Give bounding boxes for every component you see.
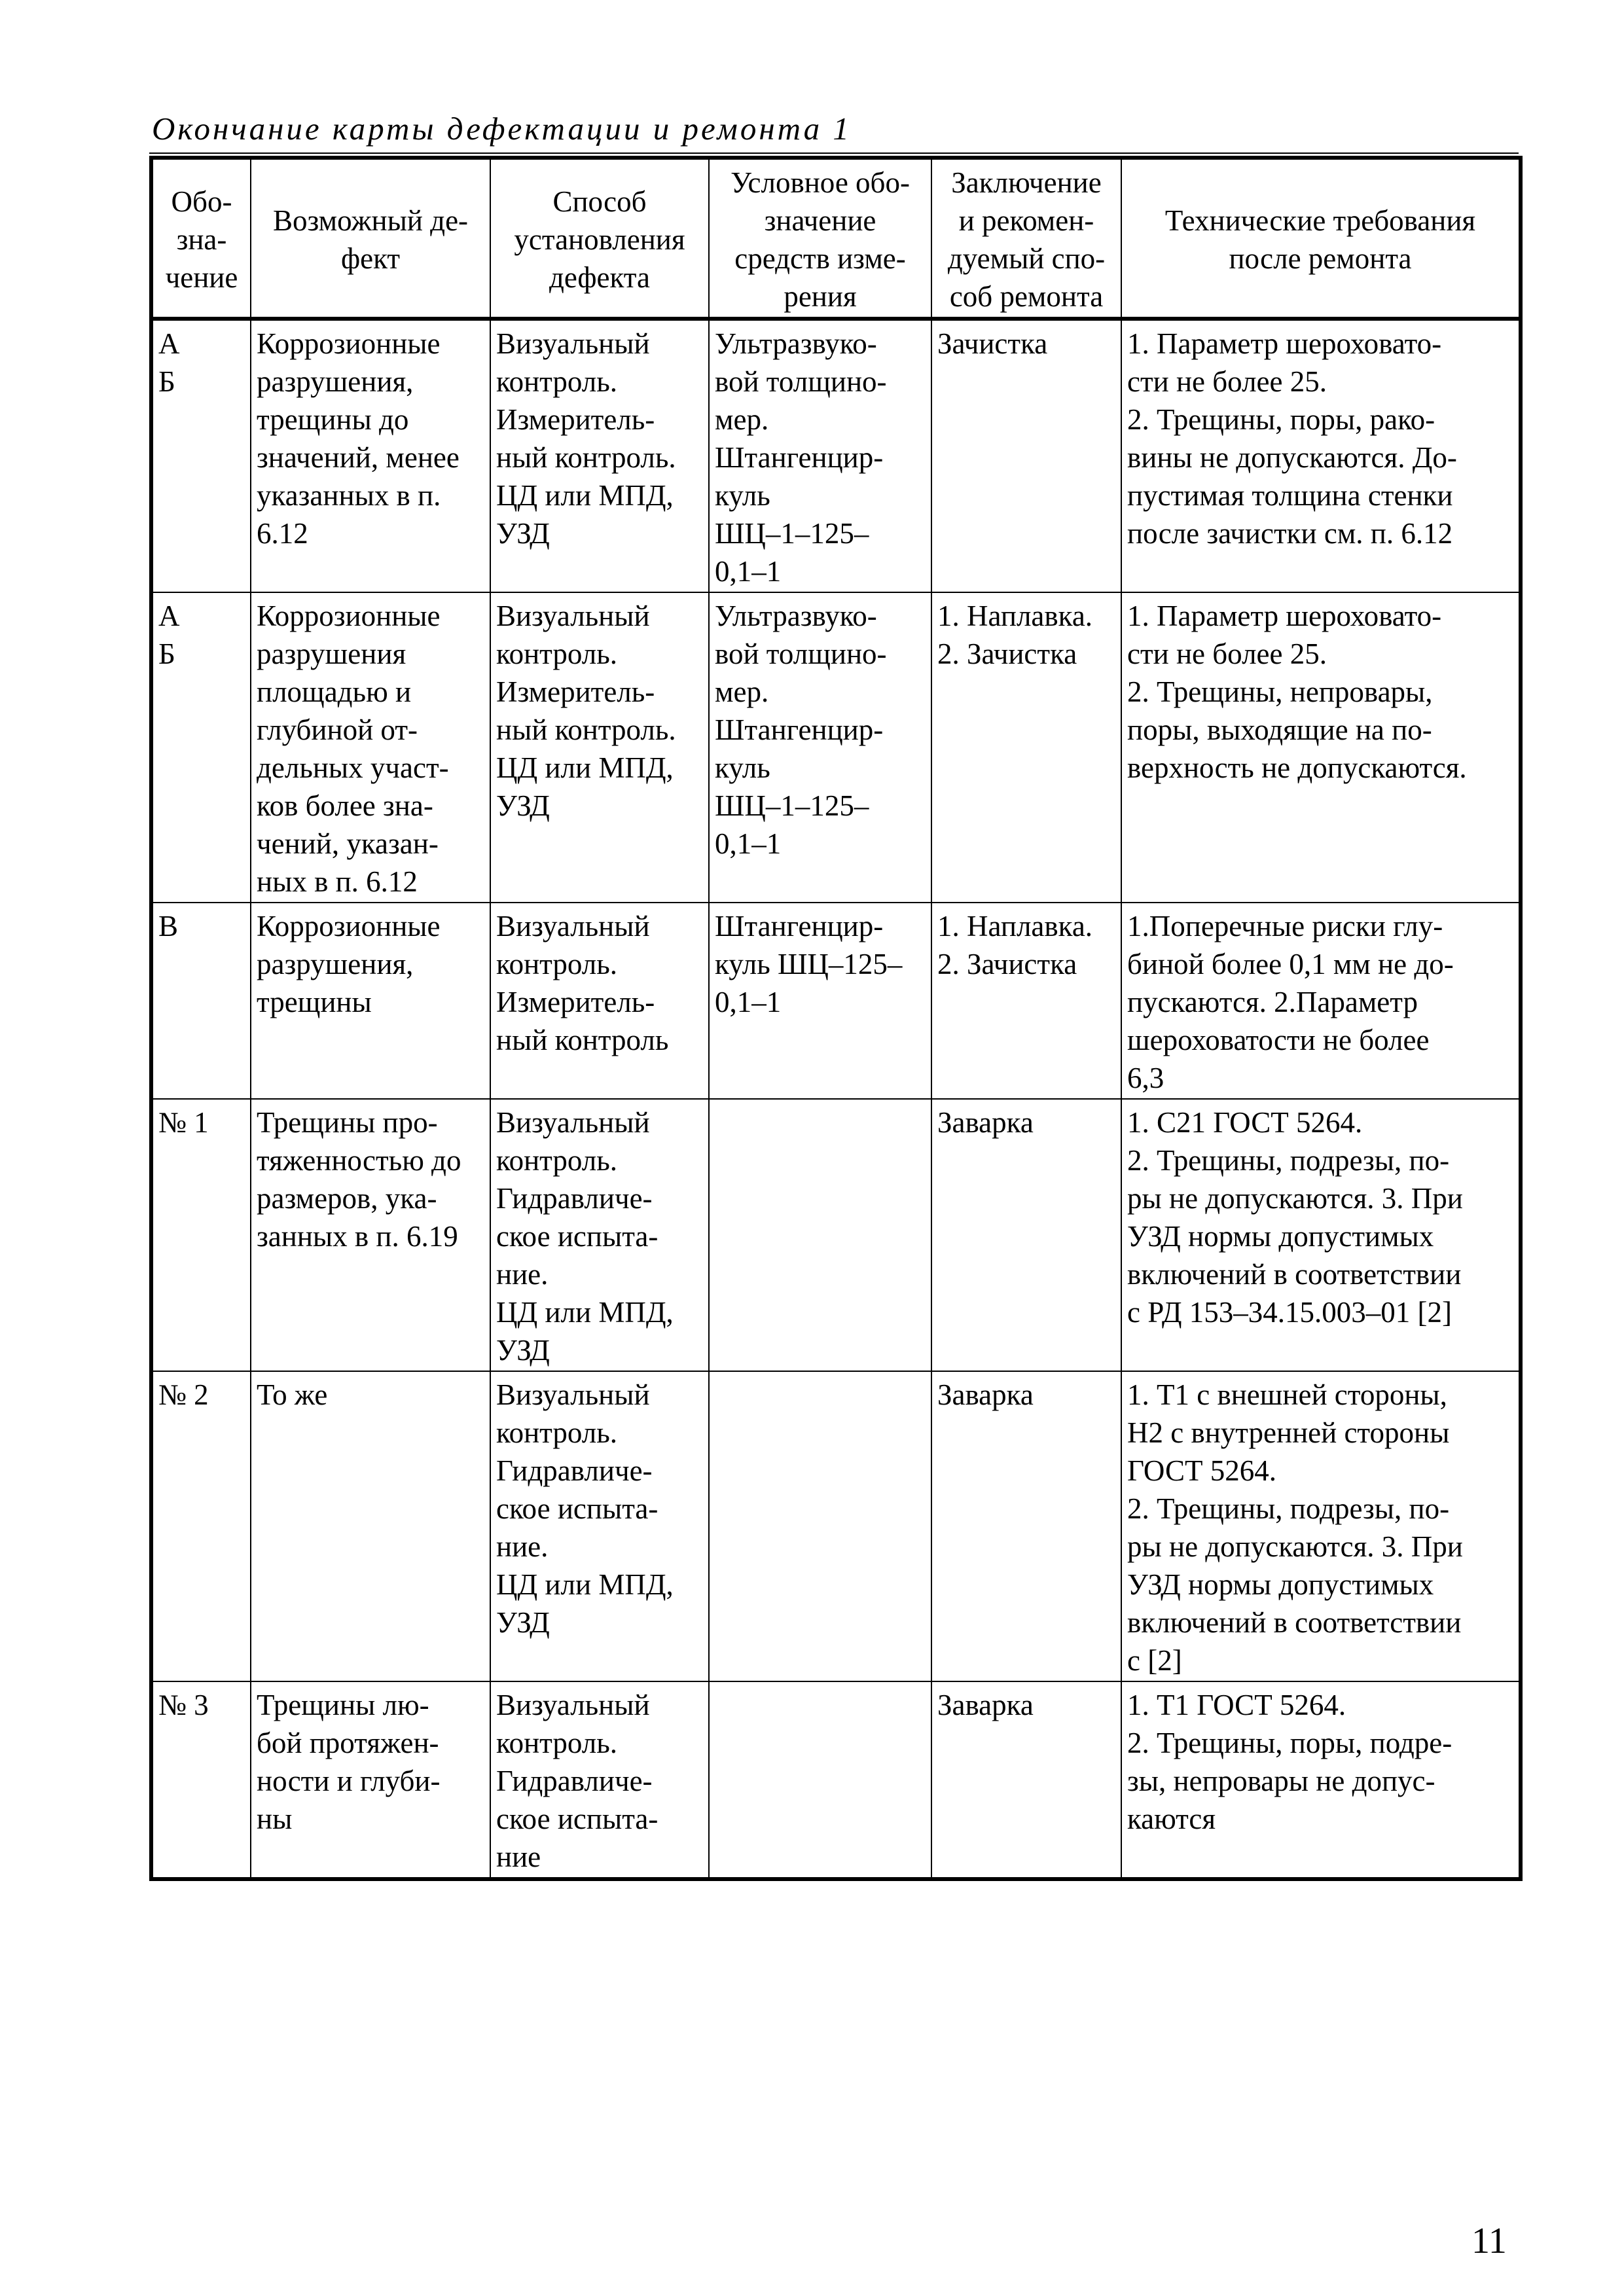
cell-line: Гидравличе- <box>496 1765 653 1797</box>
cell-technical-requirements <box>1121 903 1521 1099</box>
cell-line: Коррозионные <box>257 600 441 632</box>
defect-repair-table <box>149 156 1523 1881</box>
header-line: фект <box>340 242 401 275</box>
cell-designation <box>151 1371 251 1681</box>
cell-line: № 3 <box>158 1689 209 1721</box>
cell-detection-method <box>490 1371 709 1681</box>
cell-line: контроль. <box>496 1416 618 1449</box>
cell-line: дельных участ- <box>257 751 449 784</box>
cell-technical-requirements <box>1121 1681 1521 1879</box>
cell-line: ры не допускаются. 3. При <box>1127 1182 1463 1215</box>
cell-line: ЦД или МПД, <box>496 479 674 512</box>
cell-line: Н2 с внутренней стороны <box>1127 1416 1450 1449</box>
cell-line: ское испыта- <box>496 1220 659 1253</box>
cell-line: куль <box>715 479 770 512</box>
cell-line: № 2 <box>158 1378 209 1411</box>
cell-technical-requirements <box>1121 1371 1521 1681</box>
cell-line: указанных в п. <box>257 479 441 512</box>
cell-line: Заварка <box>937 1106 1034 1139</box>
cell-line: вой толщино- <box>715 637 887 670</box>
cell-line: Зачистка <box>937 327 1048 360</box>
header-possible-defect <box>251 158 490 319</box>
cell-line: Измеритель- <box>496 986 655 1018</box>
table-row <box>151 592 1521 903</box>
cell-measuring-tools <box>709 592 931 903</box>
cell-line: УЗД нормы допустимых <box>1127 1568 1434 1601</box>
cell-detection-method <box>490 1681 709 1879</box>
cell-line: ный контроль. <box>496 441 676 474</box>
cell-line: То же <box>257 1378 328 1411</box>
cell-line: размеров, ука- <box>257 1182 437 1215</box>
cell-line: ское испыта- <box>496 1803 659 1835</box>
header-designation <box>151 158 251 319</box>
header-measuring-tools <box>709 158 931 319</box>
cell-line: ние. <box>496 1258 549 1291</box>
cell-detection-method <box>490 592 709 903</box>
cell-line: Визуальный <box>496 1106 650 1139</box>
cell-line: Б <box>158 365 175 398</box>
cell-line: Ультразвуко- <box>715 600 877 632</box>
header-line: Способ <box>552 185 647 218</box>
cell-line: Визуальный <box>496 600 650 632</box>
cell-line: зы, непровары не допус- <box>1127 1765 1435 1797</box>
cell-line: 2. Трещины, подрезы, по- <box>1127 1492 1450 1525</box>
cell-line: ШЦ–1–125– <box>715 517 869 550</box>
cell-line: ных в п. 6.12 <box>257 865 418 898</box>
cell-designation <box>151 903 251 1099</box>
cell-line: УЗД <box>496 1606 550 1639</box>
cell-line: УЗД <box>496 1334 550 1367</box>
cell-line: 2. Зачистка <box>937 948 1077 980</box>
cell-line: контроль. <box>496 1727 618 1759</box>
header-line: рения <box>784 280 857 313</box>
cell-line: 1. Т1 с внешней стороны, <box>1127 1378 1447 1411</box>
cell-line: Визуальный <box>496 1378 650 1411</box>
cell-line: 2. Зачистка <box>937 637 1077 670</box>
cell-designation <box>151 319 251 592</box>
cell-line: 1. Т1 ГОСТ 5264. <box>1127 1689 1346 1721</box>
cell-repair-method <box>931 903 1121 1099</box>
cell-line: Б <box>158 637 175 670</box>
table-header-row <box>151 158 1521 319</box>
cell-line: с РД 153–34.15.003–01 [2] <box>1127 1296 1453 1329</box>
cell-line: куль <box>715 751 770 784</box>
table-row <box>151 1681 1521 1879</box>
cell-line: 6.12 <box>257 517 308 550</box>
cell-line: занных в п. 6.19 <box>257 1220 458 1253</box>
cell-line: контроль. <box>496 1144 618 1177</box>
cell-repair-method <box>931 1099 1121 1371</box>
cell-line: ЦД или МПД, <box>496 1296 674 1329</box>
cell-line: 2. Трещины, поры, рако- <box>1127 403 1435 436</box>
cell-detection-method <box>490 1099 709 1371</box>
header-technical-requirements <box>1121 158 1521 319</box>
cell-line: А <box>158 327 180 360</box>
header-line: и рекомен- <box>958 204 1094 237</box>
cell-line: ры не допускаются. 3. При <box>1127 1530 1463 1563</box>
header-line: Возможный де- <box>272 204 469 237</box>
cell-line: куль ШЦ–125– <box>715 948 903 980</box>
cell-possible-defect <box>251 903 490 1099</box>
page-number: 11 <box>1471 2221 1507 2261</box>
cell-line: сти не более 25. <box>1127 637 1327 670</box>
cell-line: биной более 0,1 мм не до- <box>1127 948 1454 980</box>
cell-line: разрушения, <box>257 948 414 980</box>
header-line: средств изме- <box>734 242 906 275</box>
cell-line: трещины до <box>257 403 409 436</box>
cell-line: 1. Параметр шероховато- <box>1127 327 1442 360</box>
cell-line: трещины <box>257 986 372 1018</box>
header-line: дефекта <box>549 261 650 294</box>
header-detection-method <box>490 158 709 319</box>
cell-line: 1. Наплавка. <box>937 910 1093 942</box>
cell-line: ны <box>257 1803 293 1835</box>
cell-line: 0,1–1 <box>715 827 782 860</box>
cell-line: № 1 <box>158 1106 209 1139</box>
cell-line: ское испыта- <box>496 1492 659 1525</box>
cell-line: значений, менее <box>257 441 460 474</box>
cell-line: включений в соответствии <box>1127 1258 1462 1291</box>
cell-line: Ультразвуко- <box>715 327 877 360</box>
header-line: соб ремонта <box>949 280 1104 313</box>
cell-detection-method <box>490 319 709 592</box>
cell-line: сти не более 25. <box>1127 365 1327 398</box>
cell-line: контроль. <box>496 637 618 670</box>
cell-line: ный контроль <box>496 1024 669 1056</box>
header-line: установления <box>514 223 685 256</box>
header-line: Условное обо- <box>731 166 910 199</box>
cell-possible-defect <box>251 592 490 903</box>
cell-line: Штангенцир- <box>715 713 884 746</box>
cell-line: 2. Трещины, поры, подре- <box>1127 1727 1453 1759</box>
cell-line: Измеритель- <box>496 403 655 436</box>
cell-line: 1. Параметр шероховато- <box>1127 600 1442 632</box>
cell-line: ков более зна- <box>257 789 433 822</box>
cell-line: ние. <box>496 1530 549 1563</box>
cell-line: ние <box>496 1840 541 1873</box>
cell-line: каются <box>1127 1803 1216 1835</box>
cell-line: верхность не допускаются. <box>1127 751 1467 784</box>
cell-line: Коррозионные <box>257 327 441 360</box>
cell-repair-method <box>931 1681 1121 1879</box>
header-line: после ремонта <box>1229 242 1412 275</box>
cell-line: шероховатости не более <box>1127 1024 1430 1056</box>
cell-line: 0,1–1 <box>715 555 782 588</box>
cell-line: ный контроль. <box>496 713 676 746</box>
cell-technical-requirements <box>1121 1099 1521 1371</box>
cell-line: тяженностью до <box>257 1144 461 1177</box>
cell-repair-method <box>931 592 1121 903</box>
cell-line: Штангенцир- <box>715 441 884 474</box>
cell-line: с [2] <box>1127 1644 1182 1677</box>
header-line: Обо- <box>171 185 232 218</box>
cell-line: ности и глуби- <box>257 1765 441 1797</box>
cell-repair-method <box>931 319 1121 592</box>
header-line: чение <box>165 261 238 294</box>
header-line: Технические требования <box>1164 204 1476 237</box>
cell-line: площадью и <box>257 675 412 708</box>
cell-line: 1.Поперечные риски глу- <box>1127 910 1443 942</box>
caption-rule <box>149 152 1519 154</box>
cell-line: 6,3 <box>1127 1062 1164 1094</box>
table-caption: Окончание карты дефектации и ремонта 1 <box>152 111 852 147</box>
cell-line: вой толщино- <box>715 365 887 398</box>
cell-line: Штангенцир- <box>715 910 884 942</box>
cell-line: после зачистки см. п. 6.12 <box>1127 517 1453 550</box>
cell-possible-defect <box>251 1099 490 1371</box>
header-line: значение <box>764 204 876 237</box>
cell-line: ЦД или МПД, <box>496 751 674 784</box>
cell-measuring-tools <box>709 319 931 592</box>
cell-designation <box>151 592 251 903</box>
cell-detection-method <box>490 903 709 1099</box>
cell-technical-requirements <box>1121 592 1521 903</box>
cell-line: контроль. <box>496 948 618 980</box>
cell-line: глубиной от- <box>257 713 418 746</box>
cell-line: Измеритель- <box>496 675 655 708</box>
header-line: дуемый спо- <box>947 242 1106 275</box>
cell-line: ЦД или МПД, <box>496 1568 674 1601</box>
cell-line: 1. Наплавка. <box>937 600 1093 632</box>
cell-line: УЗД нормы допустимых <box>1127 1220 1434 1253</box>
table-row <box>151 1371 1521 1681</box>
cell-line: разрушения, <box>257 365 414 398</box>
cell-line: Визуальный <box>496 327 650 360</box>
cell-line: УЗД <box>496 517 550 550</box>
cell-line: Заварка <box>937 1689 1034 1721</box>
header-repair-method <box>931 158 1121 319</box>
cell-line: А <box>158 600 180 632</box>
cell-line: мер. <box>715 675 769 708</box>
cell-possible-defect <box>251 1371 490 1681</box>
cell-designation <box>151 1099 251 1371</box>
cell-line: Визуальный <box>496 910 650 942</box>
cell-measuring-tools <box>709 1099 931 1371</box>
cell-line: УЗД <box>496 789 550 822</box>
cell-line: 2. Трещины, подрезы, по- <box>1127 1144 1450 1177</box>
cell-line: ГОСТ 5264. <box>1127 1454 1276 1487</box>
header-line: Заключение <box>951 166 1102 199</box>
cell-line: Коррозионные <box>257 910 441 942</box>
cell-line: 0,1–1 <box>715 986 782 1018</box>
cell-line: контроль. <box>496 365 618 398</box>
cell-line: бой протяжен- <box>257 1727 439 1759</box>
cell-line: разрушения <box>257 637 406 670</box>
cell-possible-defect <box>251 1681 490 1879</box>
table-body <box>151 319 1521 1879</box>
cell-measuring-tools <box>709 903 931 1099</box>
cell-technical-requirements <box>1121 319 1521 592</box>
cell-line: ШЦ–1–125– <box>715 789 869 822</box>
cell-line: Визуальный <box>496 1689 650 1721</box>
cell-designation <box>151 1681 251 1879</box>
cell-line: чений, указан- <box>257 827 439 860</box>
table-row <box>151 1099 1521 1371</box>
cell-line: 2. Трещины, непровары, <box>1127 675 1433 708</box>
cell-repair-method <box>931 1371 1121 1681</box>
cell-line: мер. <box>715 403 769 436</box>
cell-line: включений в соответствии <box>1127 1606 1462 1639</box>
header-line: зна- <box>176 223 227 256</box>
cell-line: Трещины лю- <box>257 1689 429 1721</box>
table-row <box>151 903 1521 1099</box>
cell-line: пускаются. 2.Параметр <box>1127 986 1418 1018</box>
cell-line: поры, выходящие на по- <box>1127 713 1432 746</box>
cell-line: Трещины про- <box>257 1106 438 1139</box>
cell-line: Заварка <box>937 1378 1034 1411</box>
cell-line: вины не допускаются. До- <box>1127 441 1457 474</box>
cell-line: пустимая толщина стенки <box>1127 479 1453 512</box>
cell-possible-defect <box>251 319 490 592</box>
table-row <box>151 319 1521 592</box>
cell-line: Гидравличе- <box>496 1454 653 1487</box>
cell-line: В <box>158 910 179 942</box>
cell-measuring-tools <box>709 1371 931 1681</box>
cell-measuring-tools <box>709 1681 931 1879</box>
cell-line: 1. С21 ГОСТ 5264. <box>1127 1106 1363 1139</box>
cell-line: Гидравличе- <box>496 1182 653 1215</box>
